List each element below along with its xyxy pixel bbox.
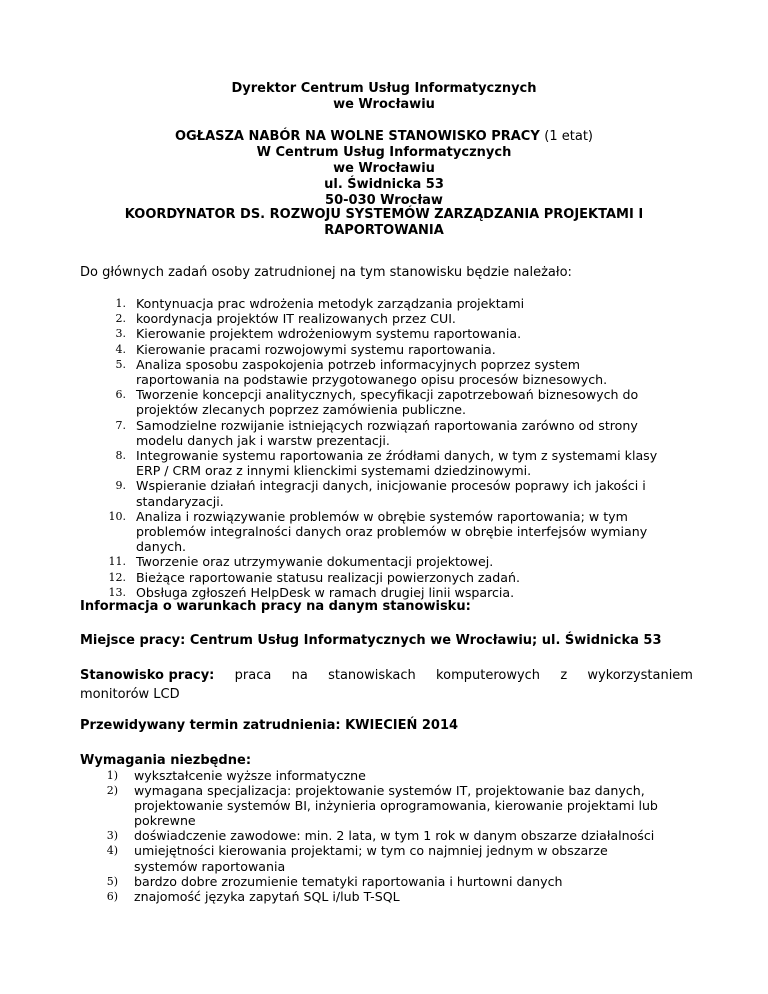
requirements-list [80,768,693,904]
list-item-text: koordynacja projektów IT realizowanych przez CUI. [136,311,456,327]
director-header [0,81,768,113]
list-item-number: 5) [106,874,118,888]
position-title [0,207,768,239]
list-item-number: 1) [106,769,118,782]
station-word: stanowiskach [328,668,416,683]
requirement-item [80,768,693,783]
list-item-text: ERP / CRM oraz z innymi klienckimi systemami dziedzinowymi. [136,463,532,479]
duties-intro: Do głównych zadań osoby zatrudnionej na tym stanowisku będzie należało: [80,265,572,280]
list-item-text: raportowania na podstawie przygotowanego opisu procesów biznesowych. [136,372,608,388]
list-item-number: 9. [115,479,126,493]
position-title-line-2: RAPORTOWANIA [324,223,444,238]
station-word: na [291,668,308,683]
duty-item [80,478,692,508]
list-item-text: Tworzenie koncepcji analitycznych, specyfikacji zapotrzebowań biznesowych do [136,387,639,403]
position-title-line-1: KOORDYNATOR DS. ROZWOJU SYSTEMÓW ZARZĄDZANIA PROJEKTAMI I [124,207,644,222]
list-item-number: 2) [106,784,118,798]
list-item-text: umiejętności kierowania projektami; w tym co najmniej jednym w obszarze [134,843,608,859]
announcement-line-3: we Wrocławiu [333,161,435,176]
station-label: Stanowisko pracy: [80,668,215,683]
announcement-title-fte: (1 etat) [544,129,593,144]
header-line-1: Dyrektor Centrum Usług Informatycznych [231,81,537,96]
announcement-postal: 50-030 Wrocław [325,193,443,208]
station-line-2: monitorów LCD [80,687,180,702]
list-item-text: wymagana specjalizacja: projektowanie systemów IT, projektowanie baz danych, [134,783,645,799]
station-word: komputerowych [436,668,541,683]
list-item-text: systemów raportowania [134,858,286,874]
list-item-number: 4) [106,844,118,858]
duty-item [80,570,692,585]
list-item-number: 7. [115,418,126,432]
employment-date: Przewidywany termin zatrudnienia: KWIECIEŃ 2014 [80,718,459,733]
announcement-title-bold: OGŁASZA NABÓR NA WOLNE STANOWISKO PRACY [175,129,540,144]
station-info [80,666,693,704]
list-item-number: 6. [115,388,126,402]
station-word: wykorzystaniem [587,668,693,683]
list-item-text: projektów zlecanych poprzez zamówienia publiczne. [136,402,467,418]
requirements-heading: Wymagania niezbędne: [80,753,252,768]
duty-item [80,418,692,448]
announcement-street: ul. Świdnicka 53 [324,177,444,192]
list-item-text: doświadczenie zawodowe: min. 2 lata, w tym 1 rok w danym obszarze działalności [134,828,655,844]
list-item-text: Kontynuacja prac wdrożenia metodyk zarządzania projektami [136,296,525,311]
duty-item [80,387,692,417]
list-item-text: Tworzenie oraz utrzymywanie dokumentacji projektowej. [136,554,494,570]
list-item-number: 8. [115,449,126,463]
header-line-2: we Wrocławiu [333,97,435,112]
duty-item [80,357,692,387]
announcement-title [0,129,768,145]
list-item-number: 13. [108,585,126,599]
list-item-text: modelu danych jak i warstw prezentacji. [136,432,390,448]
requirement-item [80,874,693,889]
list-item-number: 4. [115,342,126,356]
announcement-line-2: W Centrum Usług Informatycznych [256,145,512,160]
workplace-info: Miejsce pracy: Centrum Usług Informatycznych we Wrocławiu; ul. Świdnicka 53 [80,633,662,648]
list-item-text: standaryzacji. [136,493,224,509]
list-item-text: Analiza sposobu zaspokojenia potrzeb informacyjnych poprzez system [136,356,581,372]
list-item-text: danych. [136,539,187,555]
list-item-text: projektowanie systemów BI, inżynieria oprogramowania, kierowanie projektami lub [134,798,658,814]
list-item-number: 2. [115,312,126,326]
list-item-number: 11. [108,555,126,569]
work-conditions-heading: Informacja o warunkach pracy na danym stanowisku: [80,599,471,614]
list-item-text: pokrewne [134,813,196,829]
station-word: praca [234,668,272,683]
requirement-item [80,889,693,904]
list-item-text: Obsługa zgłoszeń HelpDesk w ramach drugiej linii wsparcia. [136,584,515,600]
requirement-item [80,828,693,843]
list-item-text: Kierowanie pracami rozwojowymi systemu raportowania. [136,341,496,357]
list-item-text: Bieżące raportowanie statusu realizacji powierzonych zadań. [136,569,520,585]
duty-item [80,326,692,341]
station-word: z [560,668,568,683]
duty-item [80,342,692,357]
announcement-header [0,129,768,209]
list-item-text: Kierowanie projektem wdrożeniowym systemu raportowania. [136,326,522,342]
list-item-number: 12. [108,570,126,584]
list-item-text: wykształcenie wyższe informatyczne [134,768,366,783]
list-item-text: bardzo dobre zrozumienie tematyki raportowania i hurtowni danych [134,873,563,889]
list-item-number: 3) [106,829,118,843]
duty-item [80,296,692,311]
list-item-text: Analiza i rozwiązywanie problemów w obrębie systemów raportowania; w tym [136,508,628,524]
list-item-text: Integrowanie systemu raportowania ze źródłami danych, w tym z systemami klasy [136,448,658,464]
list-item-text: problemów integralności danych oraz problemów w obrębie interfejsów wymiany [136,524,648,540]
duty-item [80,509,692,555]
list-item-number: 3. [115,327,126,341]
requirement-item [80,783,693,828]
list-item-number: 6) [106,889,118,903]
duty-item [80,585,692,600]
list-item-number: 5. [115,357,126,371]
list-item-text: Samodzielne rozwijanie istniejących rozwiązań raportowania zarówno od strony [136,417,638,433]
station-line-1 [80,666,693,685]
duties-list [80,296,692,600]
list-item-number: 10. [108,509,126,523]
list-item-text: znajomość języka zapytań SQL i/lub T-SQL [134,888,400,904]
list-item-number: 1. [115,297,126,310]
duty-item [80,554,692,569]
requirement-item [80,843,693,873]
duty-item [80,448,692,478]
duty-item [80,311,692,326]
list-item-text: Wspieranie działań integracji danych, inicjowanie procesów poprawy ich jakości i [136,478,646,494]
